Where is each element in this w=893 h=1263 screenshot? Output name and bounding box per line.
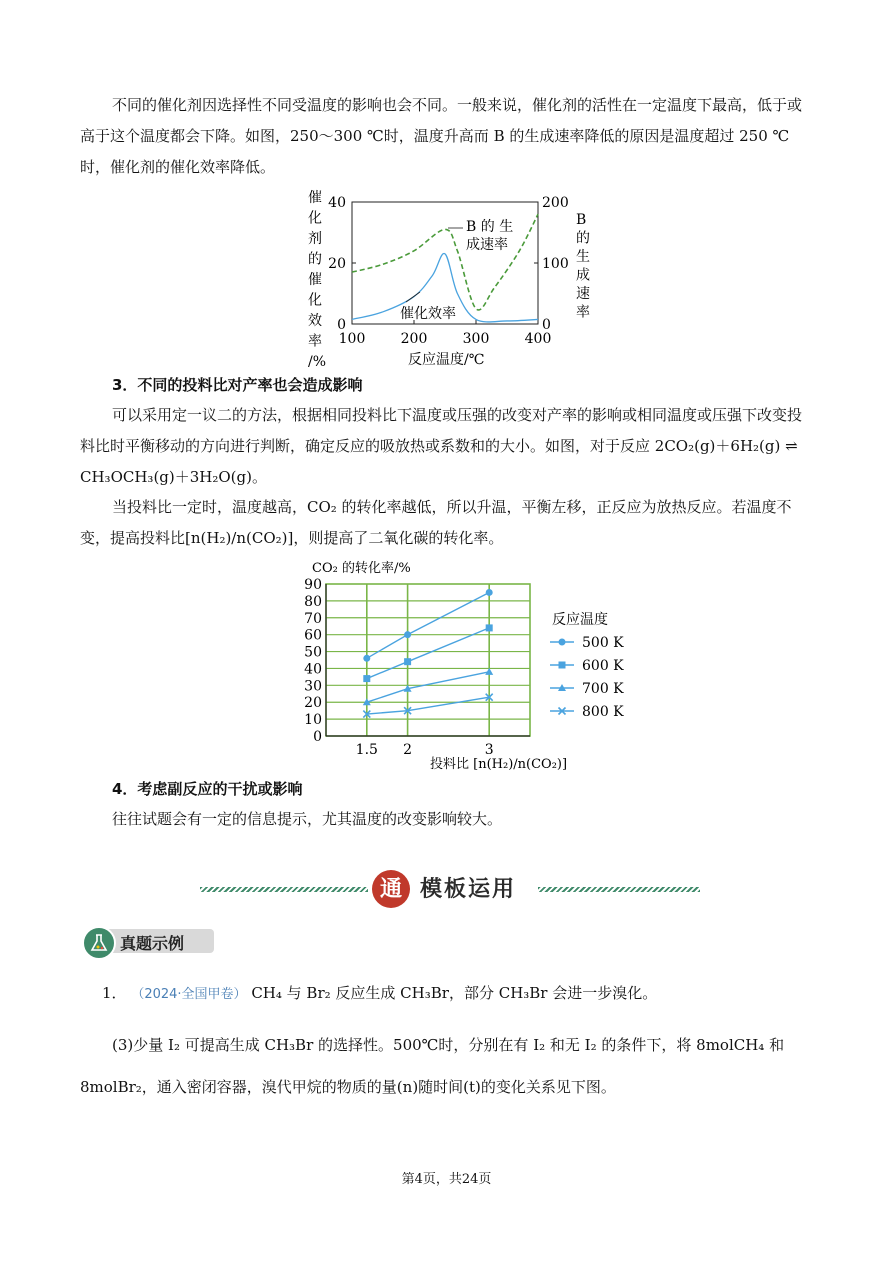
co2-legend-label: 500 K xyxy=(582,635,624,651)
banner-seal-icon: 通 xyxy=(372,870,410,908)
co2-x-tick: 3 xyxy=(484,742,494,758)
catalyst-right-tick: 200 xyxy=(542,195,569,211)
catalyst-left-tick: 40 xyxy=(328,195,346,211)
cat-label-leader xyxy=(406,292,420,302)
co2-legend-label: 800 K xyxy=(582,704,624,720)
b-rate-curve-label-line1: B 的 生 xyxy=(466,219,514,235)
b-rate-curve-label-line2: 成速率 xyxy=(466,237,508,253)
paragraph-method: 可以采用定一议二的方法，根据相同投料比下温度或压强的改变对产率的影响或相同温度或压强下改变投料比时平衡移动的方向进行判断，确定反应的吸放热或系数和的大小。如图，对于反应 2CO₂(g)＋6H₂(g) ⇌ CH₃OCH₃(g)＋3H₂O(g)。 xyxy=(80,406,803,486)
co2-y-tick: 90 xyxy=(304,577,322,593)
co2-y-tick: 10 xyxy=(304,712,322,729)
co2-point xyxy=(486,624,493,631)
catalyst-chart-right-axis-label: B 的生成速率 xyxy=(576,212,590,321)
catalyst-right-tick: 100 xyxy=(542,256,569,272)
flask-icon xyxy=(82,926,116,960)
catalyst-x-tick: 100 xyxy=(338,331,366,347)
co2-series-600K xyxy=(363,624,492,682)
co2-y-tick: 40 xyxy=(304,661,322,678)
co2-y-tick: 60 xyxy=(304,627,322,644)
co2-point xyxy=(363,675,370,682)
heading-ratio-effect: 3．不同的投料比对产率也会造成影响 xyxy=(112,376,363,394)
question-1-part-3: (3)少量 I₂ 可提高生成 CH₃Br 的选择性。500℃时，分别在有 I₂ 和无 I₂ 的条件下，将 8molCH₄ 和 8molBr₂，通入密闭容器，溴代甲烷的物质的量(n)随时间(t)的变化关系见下图。 xyxy=(80,1036,785,1096)
paragraph-ratio-conclusion: 当投料比一定时，温度越高，CO₂ 的转化率越低，所以升温，平衡左移，正反应为放热反应。若温度不变，提高投料比[n(H₂)/n(CO₂)]，则提高了二氧化碳的转化率。 xyxy=(80,498,792,547)
co2-point xyxy=(486,589,493,596)
paragraph-catalyst-temperature: 不同的催化剂因选择性不同受温度的影响也会不同。一般来说，催化剂的活性在一定温度下最高，低于或高于这个温度都会下降。如图，250～300 ℃时，温度升高而 B 的生成速率降低的原因是温度超过 250 ℃时，催化剂的催化效率降低。 xyxy=(80,96,803,176)
co2-point xyxy=(404,658,411,665)
catalyst-x-tick: 300 xyxy=(462,331,490,347)
co2-series-line xyxy=(367,592,489,658)
catalyst-x-tick: 400 xyxy=(524,331,552,347)
banner-right-stripe xyxy=(538,887,700,892)
co2-legend-label: 700 K xyxy=(582,681,624,697)
question-text: CH₄ 与 Br₂ 反应生成 CH₃Br，部分 CH₃Br 会进一步溴化。 xyxy=(251,984,658,1002)
co2-point xyxy=(559,639,566,646)
question-source: （2024·全国甲卷） xyxy=(131,987,247,1002)
co2-chart-x-label: 投料比 [n(H₂)/n(CO₂)] xyxy=(430,757,568,772)
co2-point xyxy=(363,655,370,662)
co2-chart-y-label: CO₂ 的转化率/% xyxy=(312,561,411,576)
heading-side-reaction: 4．考虑副反应的干扰或影响 xyxy=(112,780,303,798)
template-banner xyxy=(200,864,700,914)
co2-y-tick: 0 xyxy=(313,729,322,745)
paragraph-side-reaction: 往往试题会有一定的信息提示，尤其温度的改变影响较大。 xyxy=(112,810,503,828)
banner-title: 模板运用 xyxy=(420,877,517,902)
banner-left-stripe xyxy=(200,887,368,892)
co2-legend-label: 600 K xyxy=(582,658,624,674)
co2-legend-title: 反应温度 xyxy=(552,612,608,628)
co2-point xyxy=(404,631,411,638)
section-badge xyxy=(82,926,214,956)
question-number: 1． xyxy=(102,984,127,1002)
co2-series-line xyxy=(367,628,489,679)
co2-point xyxy=(559,662,566,669)
co2-y-tick: 30 xyxy=(304,678,322,695)
co2-y-tick: 50 xyxy=(304,644,322,661)
catalyst-x-tick: 200 xyxy=(400,331,428,347)
catalyst-left-tick: 20 xyxy=(328,256,346,272)
catalyst-chart-x-label: 反应温度/℃ xyxy=(408,352,485,368)
page-footer: 第4页，共24页 xyxy=(401,1172,492,1187)
co2-series-line xyxy=(367,672,489,702)
catalyst-left-tick: 0 xyxy=(337,317,346,333)
cat-curve-label: 催化效率 xyxy=(400,306,456,322)
co2-y-tick: 70 xyxy=(304,610,322,627)
co2-y-tick: 80 xyxy=(304,593,322,610)
co2-series-500K xyxy=(363,589,492,662)
catalyst-chart xyxy=(300,188,600,370)
co2-x-tick: 2 xyxy=(403,742,413,758)
co2-conversion-chart xyxy=(296,556,636,778)
co2-x-tick: 1.5 xyxy=(355,742,378,758)
co2-series-line xyxy=(367,697,489,714)
co2-grid-frame xyxy=(326,584,530,736)
catalyst-chart-left-axis-label: 催化剂的催化效率/% xyxy=(308,190,327,370)
question-1 xyxy=(102,982,657,1003)
co2-y-tick: 20 xyxy=(304,695,322,712)
section-title: 真题示例 xyxy=(120,934,185,953)
catalyst-right-tick: 0 xyxy=(542,317,551,333)
